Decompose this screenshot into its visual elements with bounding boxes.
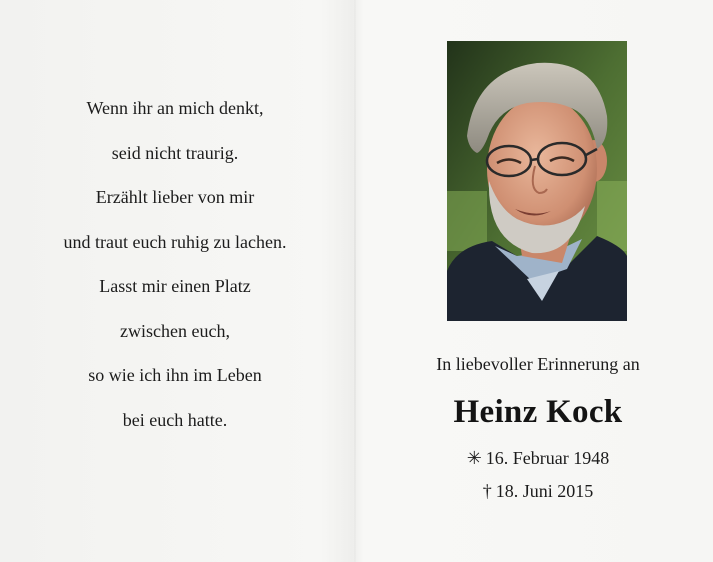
birth-line (400, 446, 676, 470)
poem (20, 86, 330, 442)
death-date: 18. Juni 2015 (495, 481, 594, 501)
poem-line-1: Wenn ihr an mich denkt, (86, 98, 264, 118)
deceased-name: Heinz Kock (453, 394, 623, 430)
poem-line-3: Erzählt lieber von mir (95, 187, 255, 207)
poem-line-6: zwischen euch, (120, 320, 230, 341)
birth-date: 16. Februar 1948 (485, 448, 610, 468)
portrait-photo (447, 41, 627, 321)
death-cross-icon: † (482, 481, 492, 501)
poem-line-7: so wie ich ihn im Leben (88, 365, 262, 385)
poem-line-4: und traut euch ruhig zu lachen. (63, 231, 287, 252)
poem-line-5: Lasst mir einen Platz (99, 276, 251, 296)
poem-line-2: seid nicht traurig. (111, 142, 239, 163)
birth-star-icon: ✳ (466, 448, 482, 468)
remembrance-intro: In liebevoller Erinnerung an (436, 354, 640, 374)
poem-line-8: bei euch hatte. (122, 409, 228, 430)
portrait-illustration (447, 41, 627, 321)
death-line (400, 479, 676, 503)
card-fold (354, 0, 356, 562)
